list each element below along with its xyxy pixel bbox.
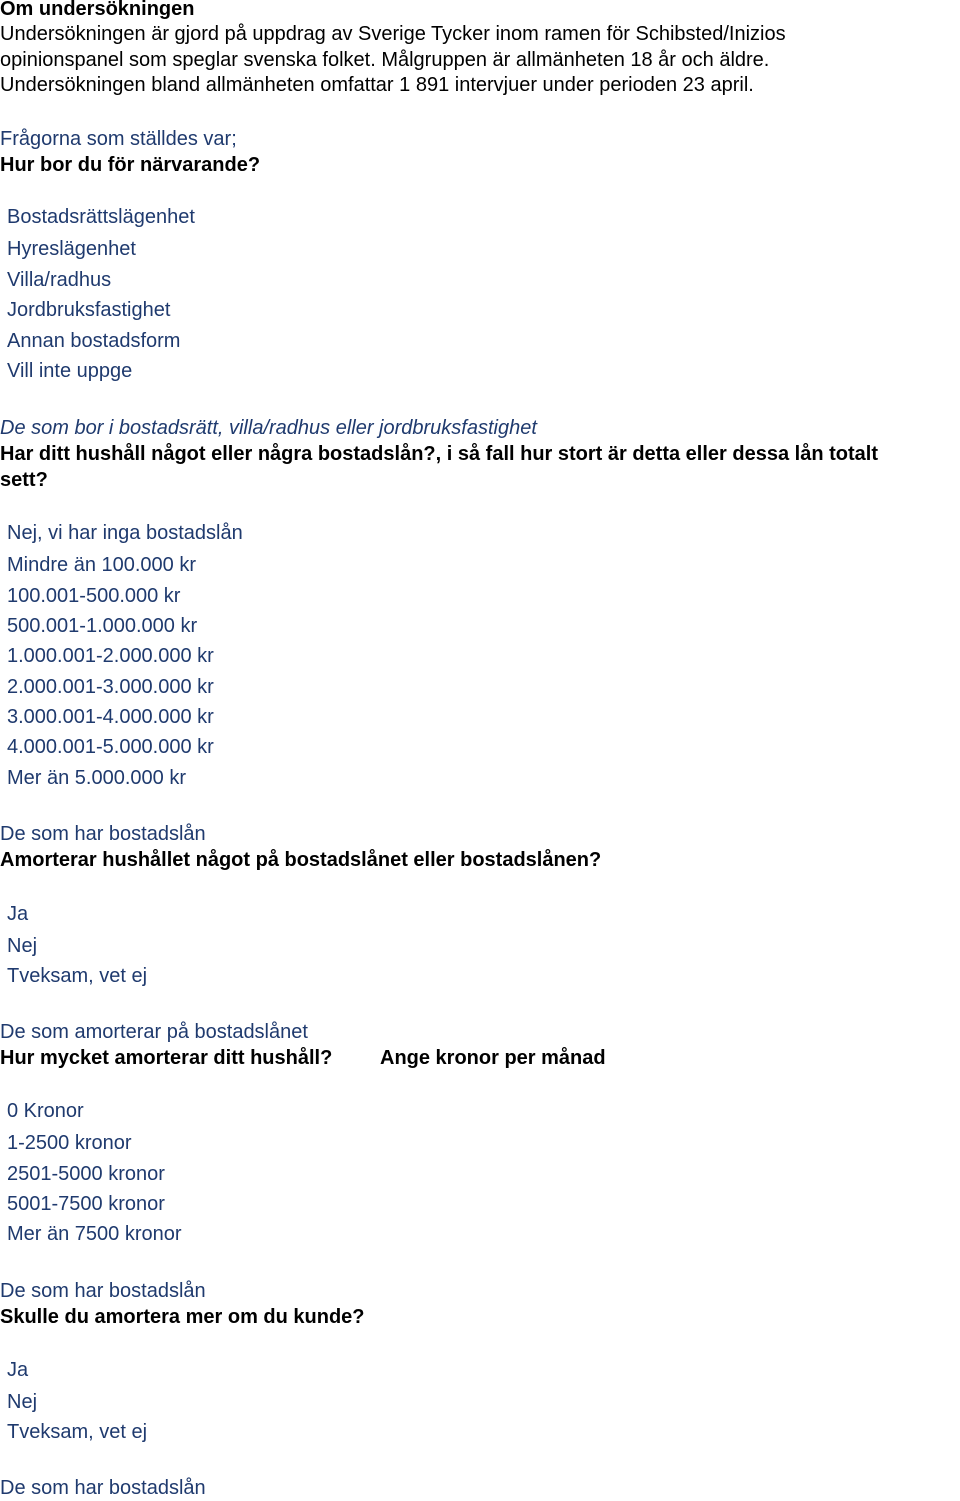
- about-text-line-3: Undersökningen bland allmänheten omfattar 1 891 intervjuer under perioden 23 april.: [0, 74, 754, 96]
- q4-filter: De som amorterar på bostadslånet: [0, 1021, 308, 1043]
- q2-option: Mer än 5.000.000 kr: [7, 767, 186, 789]
- q2-option: Nej, vi har inga bostadslån: [7, 522, 243, 544]
- q1-option: Vill inte uppge: [7, 360, 133, 382]
- q4-option: 2501-5000 kronor: [7, 1163, 165, 1185]
- q2-option: Mindre än 100.000 kr: [7, 554, 197, 576]
- q3-option: Nej: [7, 935, 38, 957]
- q2-filter: De som bor i bostadsrätt, villa/radhus eller jordbruksfastighet: [0, 417, 537, 439]
- q5-title: Skulle du amortera mer om du kunde?: [0, 1306, 365, 1328]
- about-text-line-1: Undersökningen är gjord på uppdrag av Sverige Tycker inom ramen för Schibsted/Inizios: [0, 23, 786, 45]
- q6-filter: De som har bostadslån: [0, 1477, 206, 1499]
- questions-intro: Frågorna som ställdes var;: [0, 128, 237, 150]
- q4-title: Hur mycket amorterar ditt hushåll?: [0, 1047, 333, 1069]
- q1-option: Hyreslägenhet: [7, 238, 136, 260]
- q1-option: Villa/radhus: [7, 269, 112, 291]
- q1-title: Hur bor du för närvarande?: [0, 154, 261, 176]
- q5-filter: De som har bostadslån: [0, 1280, 206, 1302]
- q2-option: 3.000.001-4.000.000 kr: [7, 706, 214, 728]
- q2-option: 1.000.001-2.000.000 kr: [7, 645, 214, 667]
- q3-filter: De som har bostadslån: [0, 823, 206, 845]
- q2-option: 2.000.001-3.000.000 kr: [7, 676, 214, 698]
- q1-option: Jordbruksfastighet: [7, 299, 171, 321]
- q3-option: Tveksam, vet ej: [7, 965, 148, 987]
- q2-title-line-1: Har ditt hushåll något eller några bostadslån?, i så fall hur stort är detta eller dessa lån totalt: [0, 443, 878, 465]
- q2-title-line-2: sett?: [0, 469, 48, 491]
- q4-title-suffix: Ange kronor per månad: [380, 1047, 606, 1069]
- q2-option: 4.000.001-5.000.000 kr: [7, 736, 214, 758]
- q2-option: 100.001-500.000 kr: [7, 585, 181, 607]
- q5-option: Nej: [7, 1391, 38, 1413]
- q1-option: Annan bostadsform: [7, 330, 181, 352]
- q3-option: Ja: [7, 903, 29, 925]
- q4-option: 5001-7500 kronor: [7, 1193, 165, 1215]
- q4-option: Mer än 7500 kronor: [7, 1223, 182, 1245]
- q1-option: Bostadsrättslägenhet: [7, 206, 195, 228]
- q5-option: Ja: [7, 1359, 29, 1381]
- q4-option: 1-2500 kronor: [7, 1132, 132, 1154]
- q2-option: 500.001-1.000.000 kr: [7, 615, 198, 637]
- q5-option: Tveksam, vet ej: [7, 1421, 148, 1443]
- q4-option: 0 Kronor: [7, 1100, 84, 1122]
- about-text-line-2: opinionspanel som speglar svenska folket. Målgruppen är allmänheten 18 år och äldre.: [0, 49, 770, 71]
- about-heading: Om undersökningen: [0, 0, 195, 20]
- q3-title: Amorterar hushållet något på bostadslånet eller bostadslånen?: [0, 849, 602, 871]
